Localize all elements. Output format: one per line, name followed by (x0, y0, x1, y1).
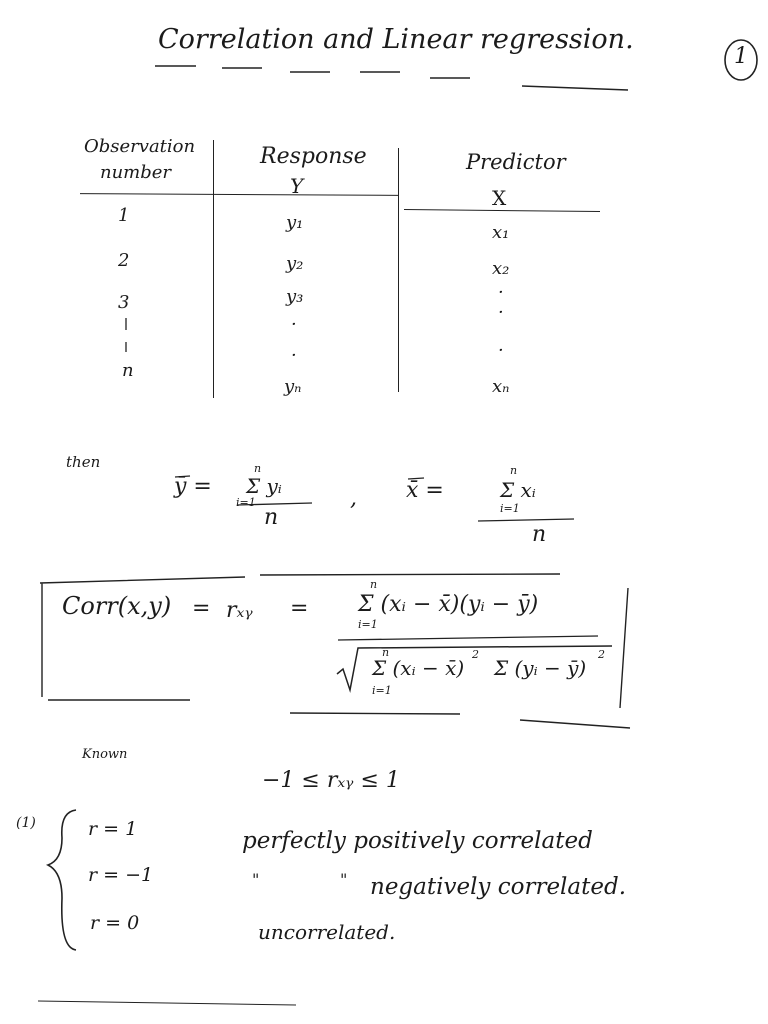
case-3-condition: r = 0 (90, 912, 140, 934)
known-label: Known (82, 747, 128, 762)
case-2-ditto-left: " (252, 870, 260, 889)
x-bar-fraction-line (478, 519, 574, 521)
corr-denominator-square-2: 2 (598, 648, 605, 661)
case-1-description: perfectly positively correlated (242, 828, 593, 854)
bottom-line (38, 1001, 296, 1005)
corr-denominator-square-1: 2 (472, 648, 479, 661)
case-3-description: uncorrelated. (258, 920, 396, 944)
predictor-row-dot-1: · (498, 282, 504, 303)
corr-numerator: Σ (xᵢ − x̄)(yᵢ − ȳ) (358, 592, 539, 617)
case-2-description: negatively correlated. (370, 874, 627, 900)
x-bar-denominator: n (532, 522, 547, 547)
header-predictor: Predictor (466, 150, 566, 174)
corr-rxy: rₓᵧ (226, 598, 253, 623)
response-row-dot-1: · (291, 314, 297, 335)
case-2-ditto-right: " (340, 870, 348, 889)
corr-eq-2: = (290, 596, 309, 621)
y-bar-sum: Σ yᵢ (246, 474, 282, 498)
predictor-row-n: xₙ (492, 376, 510, 397)
corr-denominator-right: Σ (yᵢ − ȳ) (494, 656, 587, 680)
obs-row-n: n (122, 360, 134, 381)
means-separator: , (350, 486, 357, 511)
table-divider-2 (398, 148, 399, 392)
response-row-dot-2: · (291, 345, 297, 366)
corr-eq-1: = (192, 596, 211, 621)
case-1-condition: r = 1 (88, 818, 138, 840)
x-bar-lhs: x̄ = (406, 478, 444, 503)
title-underline (155, 66, 628, 90)
predictor-row-2: x₂ (492, 258, 510, 279)
response-row-3: y₃ (286, 286, 304, 307)
page-number: 1 (734, 44, 748, 69)
predictor-row-dot-2: · (498, 302, 504, 323)
obs-row-3: 3 (118, 292, 130, 313)
corr-fraction-line (338, 636, 598, 640)
obs-row-1: 1 (118, 205, 130, 226)
case-marker: (1) (16, 815, 36, 831)
corr-denominator-left: Σ (xᵢ − x̄) (372, 656, 465, 680)
obs-row-2: 2 (118, 250, 130, 271)
corr-numerator-lower: i=1 (358, 618, 378, 631)
header-observation-line1: Observation (84, 136, 196, 157)
response-row-2: y₂ (286, 253, 304, 274)
x-bar-upper: n (510, 464, 518, 477)
predictor-row-1: x₁ (492, 222, 510, 243)
header-observation-line2: number (100, 162, 172, 183)
table-divider-1 (213, 140, 214, 398)
cases-brace (48, 810, 76, 950)
response-row-1: y₁ (286, 212, 304, 233)
y-bar-denominator: n (264, 505, 279, 530)
header-response: Response (260, 144, 367, 169)
header-predictor-symbol: X (492, 186, 507, 210)
response-row-n: yₙ (284, 376, 302, 397)
x-bar-sum: Σ xᵢ (500, 478, 536, 502)
x-bar-lower: i=1 (500, 502, 520, 515)
corr-numerator-upper: n (370, 578, 378, 591)
then-label: then (66, 453, 101, 471)
corr-denominator-lower: i=1 (372, 684, 392, 697)
predictor-row-dot-3: · (498, 340, 504, 361)
corr-lhs: Corr(x,y) (62, 592, 172, 620)
y-bar-lower: i=1 (236, 496, 256, 509)
header-response-symbol: Y (290, 174, 304, 198)
y-bar-lhs: ȳ = (174, 474, 212, 499)
y-bar-upper: n (254, 462, 262, 475)
case-2-condition: r = −1 (88, 864, 154, 886)
page-title: Correlation and Linear regression. (158, 24, 634, 55)
rxy-inequality: −1 ≤ rₓᵧ ≤ 1 (262, 768, 400, 793)
corr-denominator-upper: n (382, 646, 390, 659)
